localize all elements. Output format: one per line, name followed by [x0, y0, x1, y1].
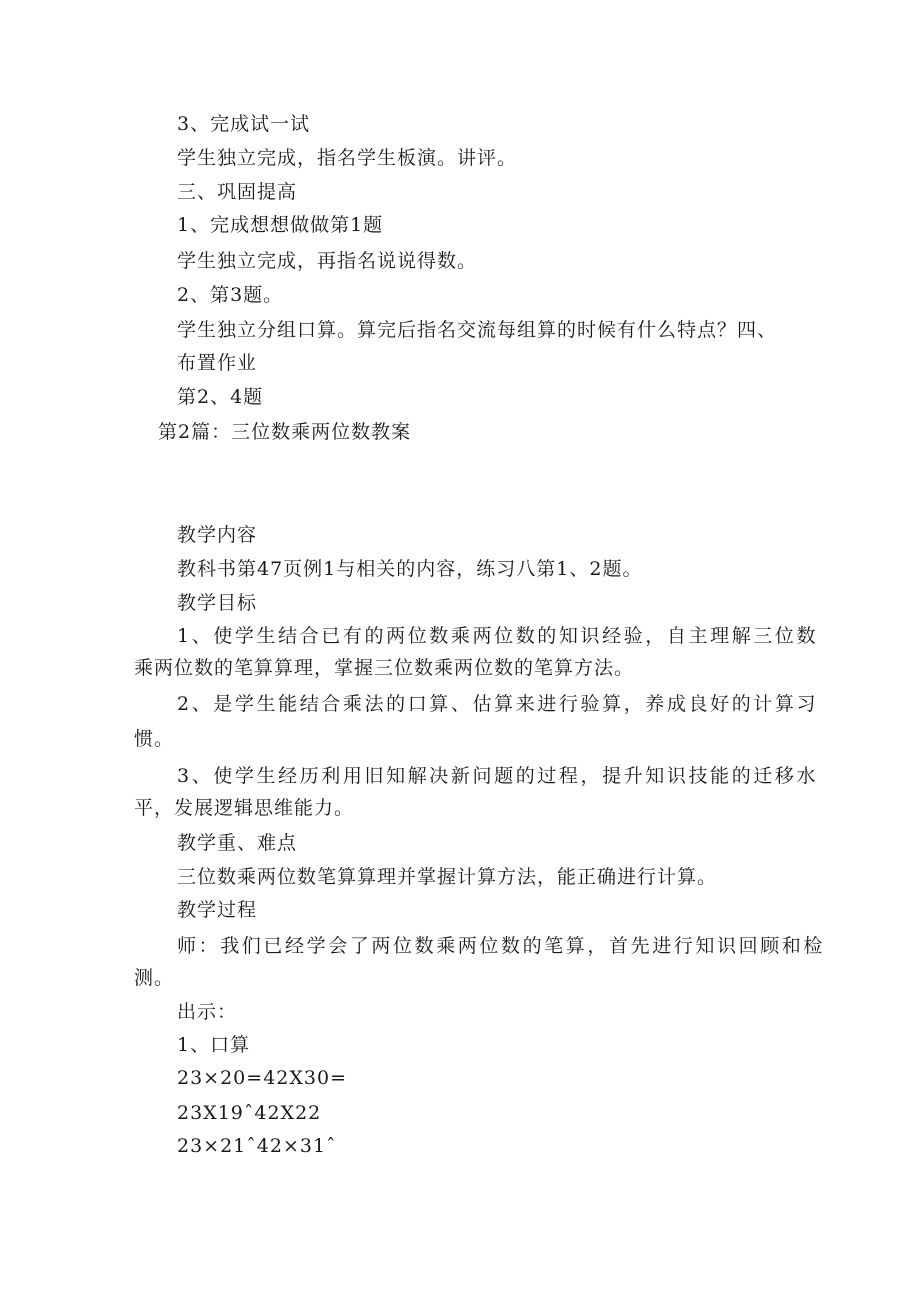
- text-line: 2、是学生能结合乘法的口算、估算来进行验算，养成良好的计算习: [177, 693, 819, 715]
- text-line: 教科书第47页例1与相关的内容，练习八第1、2题。: [177, 558, 643, 580]
- text-line: 三位数乘两位数笔算算理并掌握计算方法，能正确进行计算。: [177, 866, 718, 888]
- text-line: 3、完成试一试: [177, 113, 311, 135]
- text-line: 教学过程: [177, 899, 258, 921]
- text-line: 2、第3题。: [177, 284, 284, 306]
- text-line: 学生独立分组口算。算完后指名交流每组算的时候有什么特点？四、: [177, 319, 778, 341]
- text-line: 惯。: [134, 728, 175, 750]
- text-line: 学生独立完成，指名学生板演。讲评。: [177, 147, 518, 169]
- text-line: 学生独立完成，再指名说说得数。: [177, 250, 478, 272]
- text-line: 第2、4题: [177, 386, 264, 408]
- text-line: 师：我们已经学会了两位数乘两位数的笔算，首先进行知识回顾和检: [177, 935, 826, 957]
- text-line: 教学内容: [177, 524, 258, 546]
- text-line: 乘两位数的笔算算理，掌握三位数乘两位数的笔算方法。: [134, 657, 635, 679]
- text-line: 平，发展逻辑思维能力。: [134, 797, 355, 819]
- text-line: 测。: [134, 967, 175, 989]
- text-line: 布置作业: [177, 352, 258, 374]
- text-line: 3、使学生经历利用旧知解决新问题的过程，提升知识技能的迁移水: [177, 765, 819, 787]
- text-line: 23×21ˆ42×31ˆ: [177, 1135, 337, 1157]
- text-line: 出示：: [177, 1001, 238, 1023]
- section-heading: 第2篇：三位数乘两位数教案: [158, 421, 412, 443]
- text-line: 1、口算: [177, 1034, 251, 1056]
- text-line: 23X19ˆ42X22: [177, 1102, 322, 1124]
- text-line: 1、完成想想做做第1题: [177, 214, 384, 236]
- text-line: 1、使学生结合已有的两位数乘两位数的知识经验，自主理解三位数: [177, 625, 819, 647]
- text-line: 教学目标: [177, 592, 258, 614]
- text-line: 23×20=42X30=: [177, 1067, 347, 1089]
- text-line: 三、巩固提高: [177, 181, 298, 203]
- text-line: 教学重、难点: [177, 832, 298, 854]
